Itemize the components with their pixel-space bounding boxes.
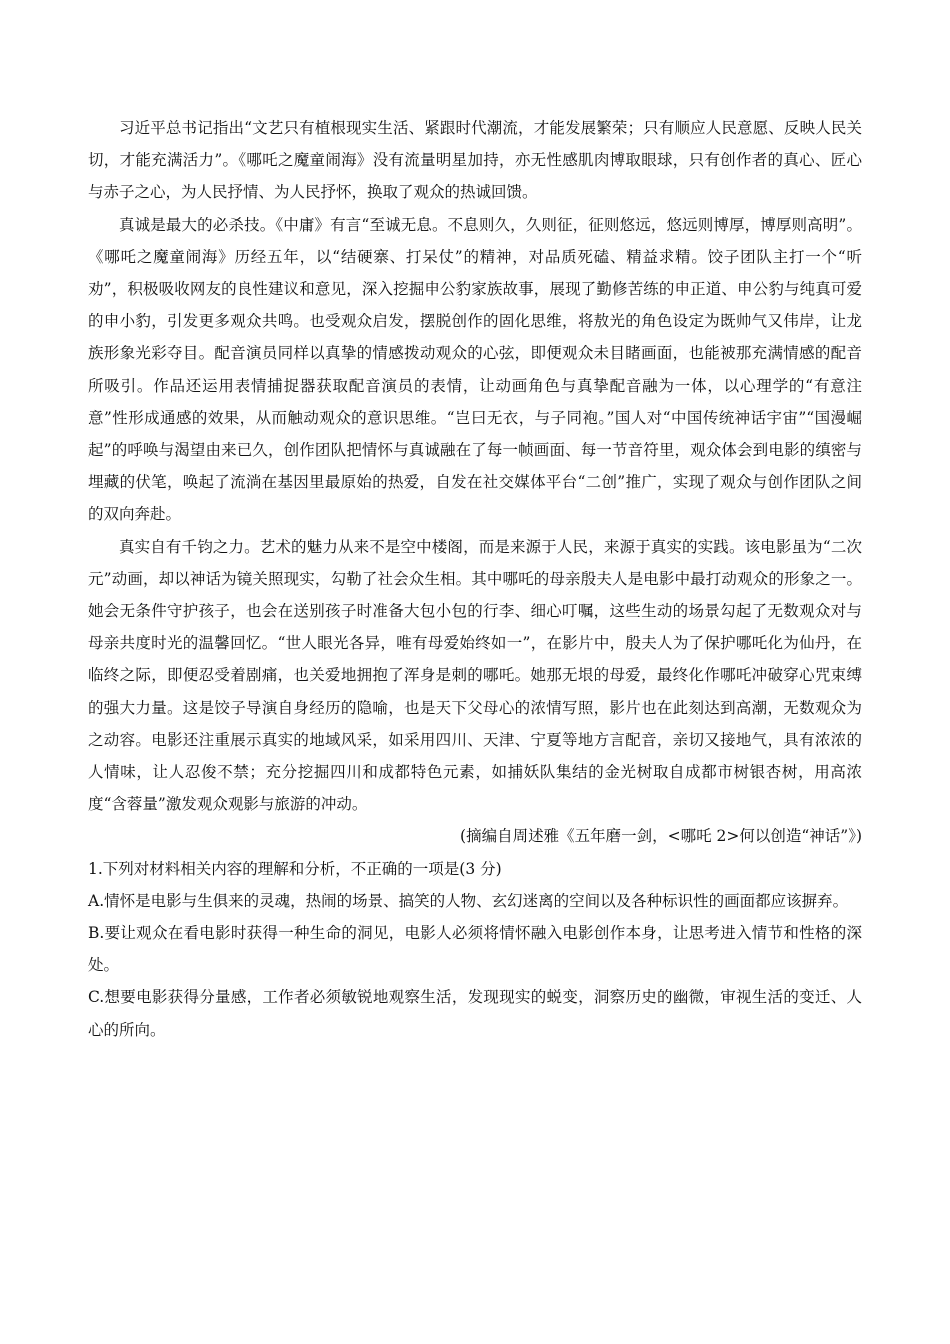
question-option-c: C.想要电影获得分量感，工作者必须敏锐地观察生活，发现现实的蜕变，洞察历史的幽微，审视生活的变迁、人心的所向。: [88, 988, 862, 1039]
document-page: [88, 112, 862, 1046]
question-stem: 1.下列对材料相关内容的理解和分析，不正确的一项是(3 分): [88, 859, 502, 878]
article-paragraph-1: 习近平总书记指出“文艺只有植根现实生活、紧跟时代潮流，才能发展繁荣；只有顺应人民意愿、反映人民关切，才能充满活力”。《哪吒之魔童闹海》没有流量明星加持，亦无性感肌肉博取眼球，只有创作者的真心、匠心与赤子之心，为人民抒情、为人民抒怀，换取了观众的热诚回馈。: [88, 119, 862, 202]
article-source-citation: (摘编自周述雅《五年磨一剑，<哪吒 2>何以创造“神话”》): [460, 827, 862, 846]
article-paragraph-3: 真实自有千钧之力。艺术的魅力从来不是空中楼阁，而是来源于人民，来源于真实的实践。该电影虽为“二次元”动画，却以神话为镜关照现实，勾勒了社会众生相。其中哪吒的母亲殷夫人是电影中最打动观众的形象之一。她会无条件守护孩子，也会在送别孩子时准备大包小包的行李、细心叮嘱，这些生动的场景勾起了无数观众对与母亲共度时光的温馨回忆。“世人眼光各异，唯有母爱始终如一”，在影片中，殷夫人为了保护哪吒化为仙丹，在临终之际，即便忍受着剧痛，也关爱地拥抱了浑身是刺的哪吒。她那无垠的母爱，最终化作哪吒冲破穿心咒束缚的强大力量。这是饺子导演自身经历的隐喻，也是天下父母心的浓情写照，影片也在此刻达到高潮，无数观众为之动容。电影还注重展示真实的地域风采，如采用四川、天津、宁夏等地方言配音，亲切又接地气，具有浓浓的人情味，让人忍俊不禁；充分挖掘四川和成都特色元素，如捕妖队集结的金光树取自成都市树银杏树，用高浓度“含蓉量”激发观众观影与旅游的冲动。: [88, 537, 862, 814]
question-option-a: A.情怀是电影与生俱来的灵魂，热闹的场景、搞笑的人物、玄幻迷离的空间以及各种标识性的画面都应该摒弃。: [88, 891, 849, 910]
article-paragraph-2: 真诚是最大的必杀技。《中庸》有言“至诚无息。不息则久，久则征，征则悠远，悠远则博厚，博厚则高明”。《哪吒之魔童闹海》历经五年，以“结硬寨、打呆仗”的精神，对品质死磕、精益求精。饺子团队主打一个“听劝”，积极吸收网友的良性建议和意见，深入挖掘申公豹家族故事，展现了勤修苦练的申正道、申公豹与纯真可爱的申小豹，引发更多观众共鸣。也受观众启发，摆脱创作的固化思维，将敖光的角色设定为既帅气又伟岸，让龙族形象光彩夺目。配音演员同样以真挚的情感拨动观众的心弦，即便观众未目睹画面，也能被那充满情感的配音所吸引。作品还运用表情捕捉器获取配音演员的表情，让动画角色与真挚配音融为一体，以心理学的“有意注意”性形成通感的效果，从而触动观众的意识思维。“岂曰无衣，与子同袍。”国人对“中国传统神话宇宙”“国漫崛起”的呼唤与渴望由来已久，创作团队把情怀与真诚融在了每一帧画面、每一节音符里，观众体会到电影的缜密与埋藏的伏笔，唤起了流淌在基因里最原始的热爱，自发在社交媒体平台“二创”推广，实现了观众与创作团队之间的双向奔赴。: [88, 215, 862, 524]
question-option-b: B.要让观众在看电影时获得一种生命的洞见，电影人必须将情怀融入电影创作本身，让思考进入情节和性格的深处。: [88, 924, 862, 975]
